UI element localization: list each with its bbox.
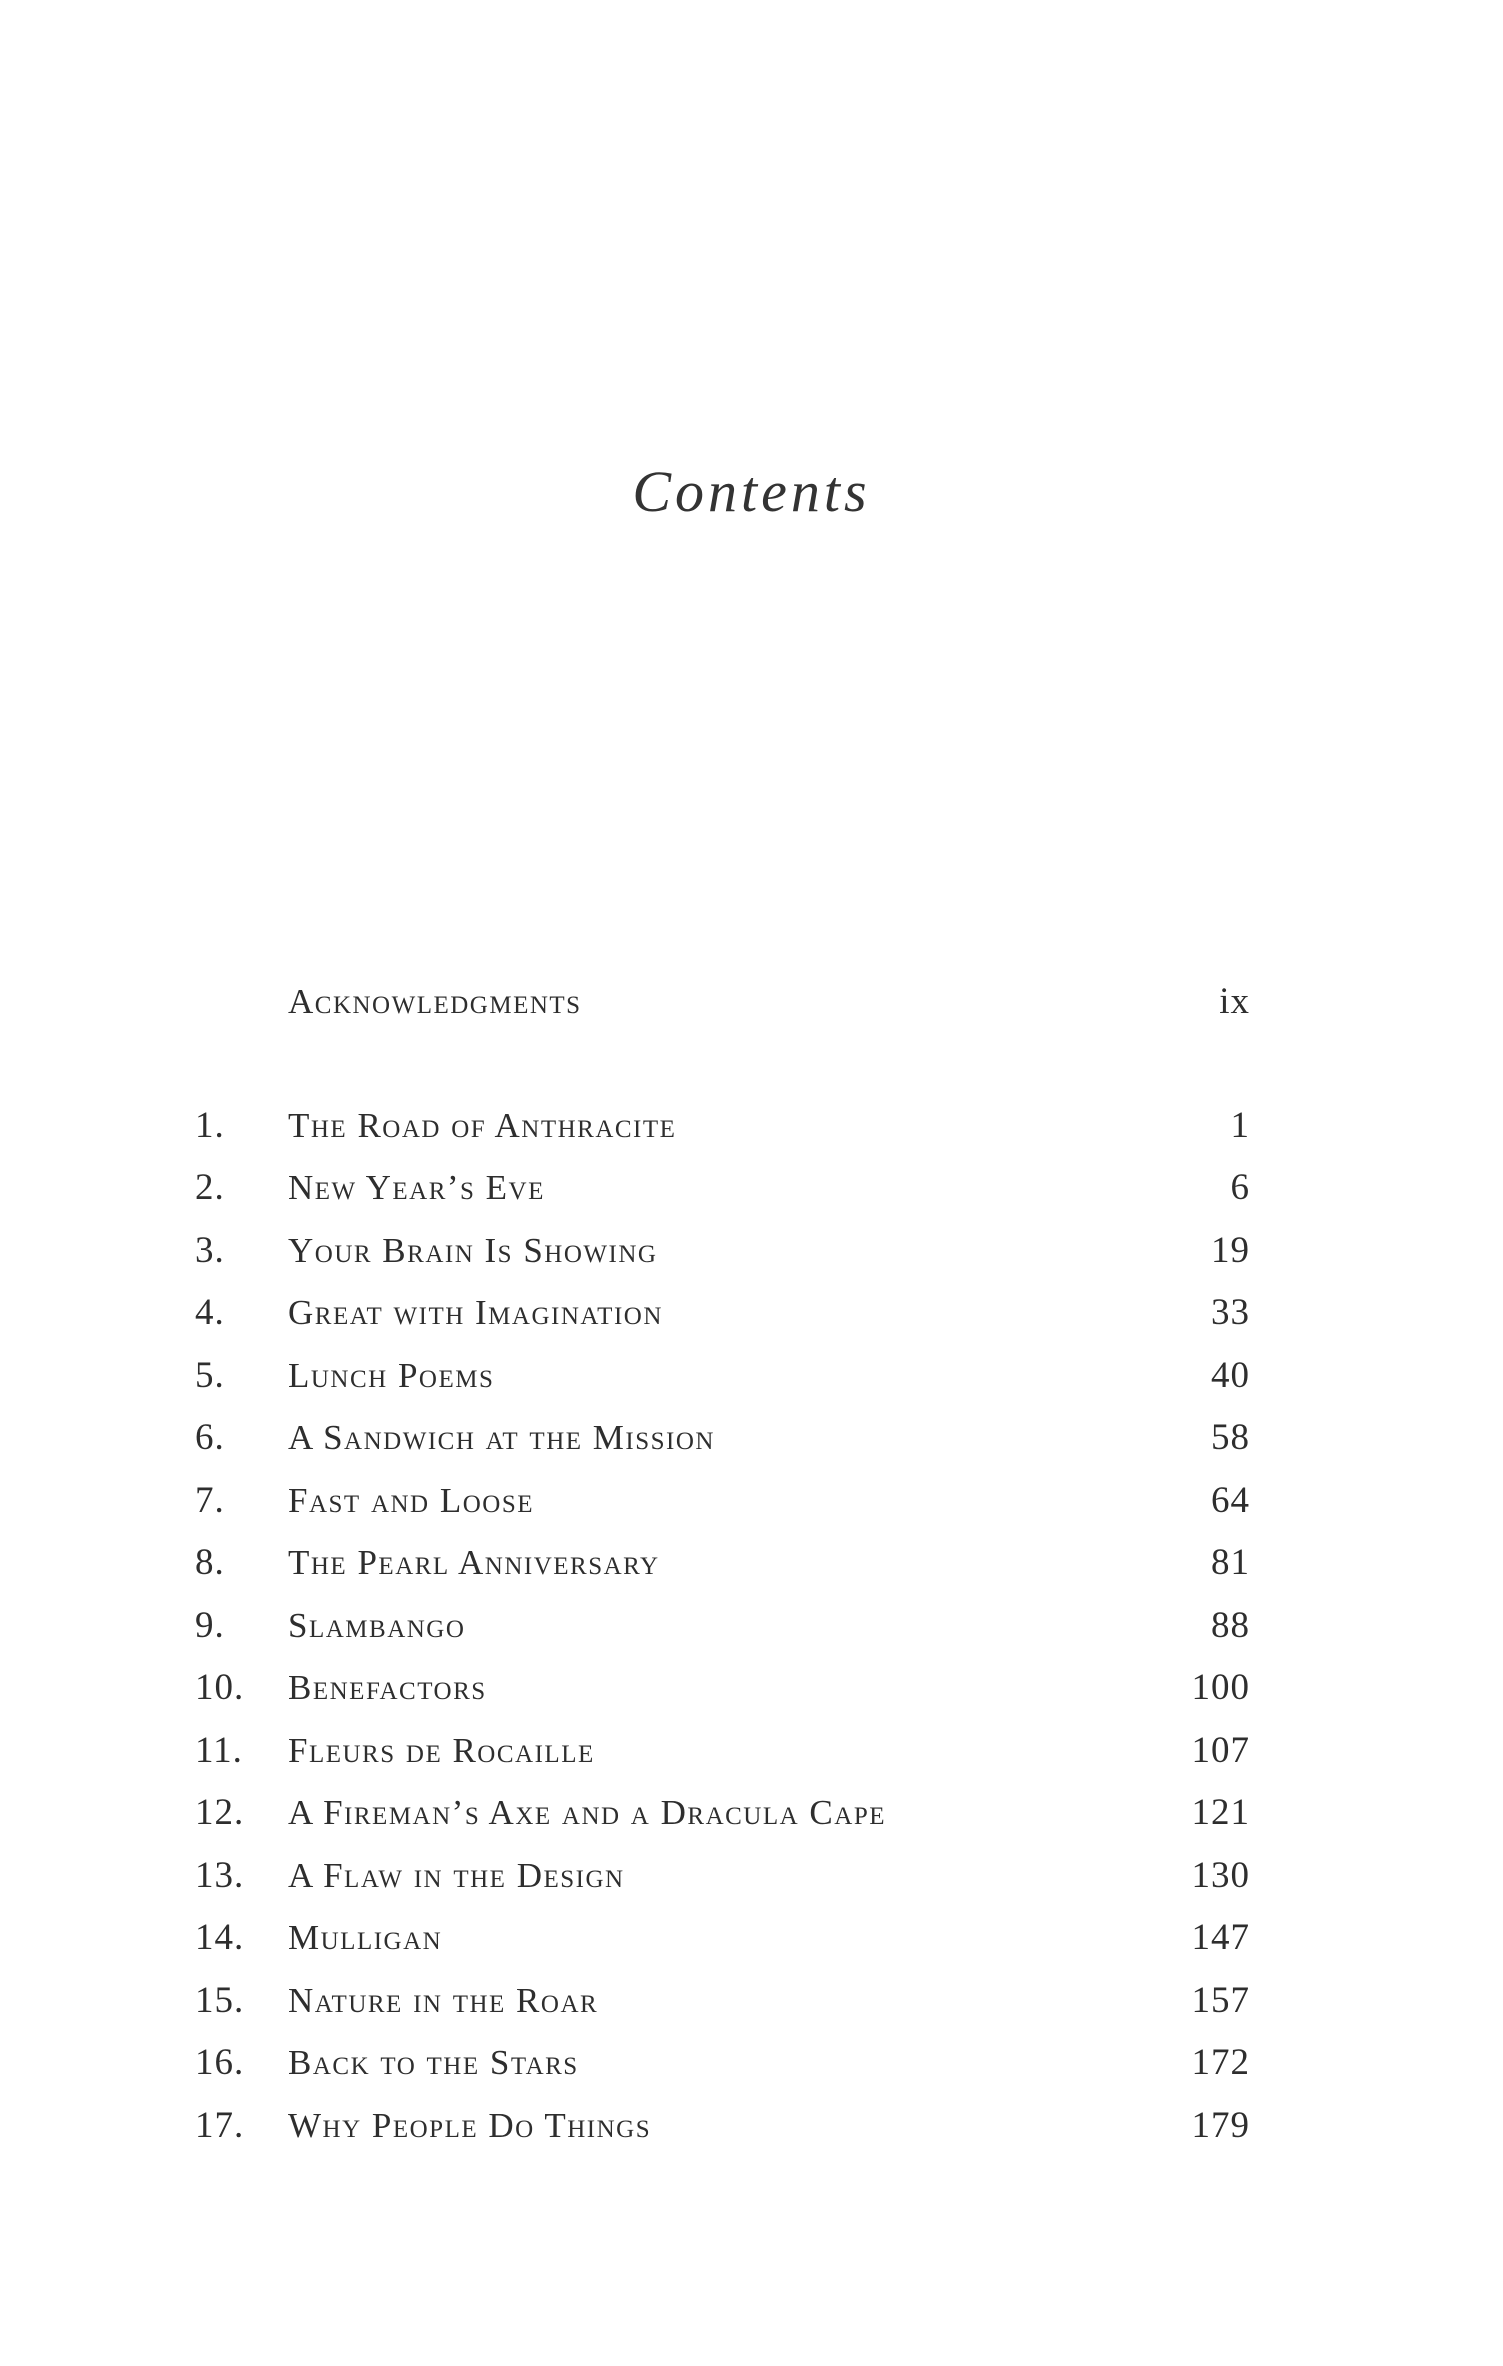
chapter-number: 14.: [195, 1917, 245, 1958]
chapter-page: 107: [1191, 1730, 1250, 1771]
chapter-title: Why People Do Things: [288, 2106, 652, 2145]
chapter-title: Great with Imagination: [288, 1293, 663, 1332]
chapter-number: 16.: [195, 2042, 245, 2083]
chapter-title: A Flaw in the Design: [288, 1856, 625, 1895]
chapter-title: Back to the Stars: [288, 2043, 579, 2082]
chapter-number: 5.: [195, 1355, 225, 1396]
chapter-title: A Fireman’s Axe and a Dracula Cape: [288, 1793, 886, 1832]
chapter-page: 58: [1211, 1417, 1250, 1458]
chapter-title: New Year’s Eve: [288, 1168, 545, 1207]
chapter-page: 121: [1191, 1792, 1250, 1833]
chapter-page: 33: [1211, 1292, 1250, 1333]
chapter-number: 15.: [195, 1980, 245, 2021]
chapter-number: 4.: [195, 1292, 225, 1333]
toc-page-number: ix: [1219, 981, 1250, 1022]
chapter-title: The Pearl Anniversary: [288, 1543, 660, 1582]
chapter-number: 1.: [195, 1105, 225, 1146]
chapter-number: 9.: [195, 1605, 225, 1646]
toc-row: [0, 1101, 1503, 1151]
chapter-title: Fleurs de Rocaille: [288, 1731, 595, 1770]
chapter-page: 172: [1191, 2042, 1250, 2083]
toc-row: [0, 1226, 1503, 1276]
chapter-title: Your Brain Is Showing: [288, 1231, 658, 1270]
page-title: Contents: [632, 459, 871, 524]
toc-row: [0, 1163, 1503, 1213]
chapter-page: 40: [1211, 1355, 1250, 1396]
toc-row: [0, 1288, 1503, 1338]
chapter-page: 64: [1211, 1480, 1250, 1521]
toc-row: [0, 1913, 1503, 1963]
chapter-number: 7.: [195, 1480, 225, 1521]
toc-row: [0, 1663, 1503, 1713]
chapter-number: 3.: [195, 1230, 225, 1271]
chapter-page: 81: [1211, 1542, 1250, 1583]
toc-entry-title: Acknowledgments: [288, 982, 582, 1021]
chapter-title: Fast and Loose: [288, 1481, 535, 1520]
chapter-title: A Sandwich at the Mission: [288, 1418, 715, 1457]
toc-row: [0, 1788, 1503, 1838]
chapter-title: Mulligan: [288, 1918, 443, 1957]
chapter-title: Slambango: [288, 1606, 466, 1645]
chapter-number: 10.: [195, 1667, 245, 1708]
chapter-number: 12.: [195, 1792, 245, 1833]
chapter-number: 11.: [195, 1730, 243, 1771]
chapter-page: 100: [1191, 1667, 1250, 1708]
toc-row: [0, 1976, 1503, 2026]
chapter-title: Lunch Poems: [288, 1356, 495, 1395]
chapter-number: 2.: [195, 1167, 225, 1208]
chapter-title: The Road of Anthracite: [288, 1106, 677, 1145]
chapter-page: 6: [1230, 1167, 1250, 1208]
toc-row: [0, 1351, 1503, 1401]
toc-row: [0, 1726, 1503, 1776]
chapter-number: 13.: [195, 1855, 245, 1896]
chapter-page: 179: [1191, 2105, 1250, 2146]
chapter-number: 17.: [195, 2105, 245, 2146]
chapter-page: 19: [1211, 1230, 1250, 1271]
chapter-number: 8.: [195, 1542, 225, 1583]
toc-row: [0, 1851, 1503, 1901]
chapter-page: 88: [1211, 1605, 1250, 1646]
chapter-page: 1: [1230, 1105, 1250, 1146]
chapter-number: 6.: [195, 1417, 225, 1458]
chapter-title: Benefactors: [288, 1668, 487, 1707]
toc-row: [0, 1476, 1503, 1526]
chapter-title: Nature in the Roar: [288, 1981, 599, 2020]
toc-row: [0, 1601, 1503, 1651]
chapter-page: 157: [1191, 1980, 1250, 2021]
chapter-page: 130: [1191, 1855, 1250, 1896]
toc-row: [0, 2038, 1503, 2088]
toc-row: [0, 1538, 1503, 1588]
toc-row-acknowledgments: [0, 977, 1503, 1027]
chapter-page: 147: [1191, 1917, 1250, 1958]
toc-row: [0, 1413, 1503, 1463]
toc-row: [0, 2101, 1503, 2151]
